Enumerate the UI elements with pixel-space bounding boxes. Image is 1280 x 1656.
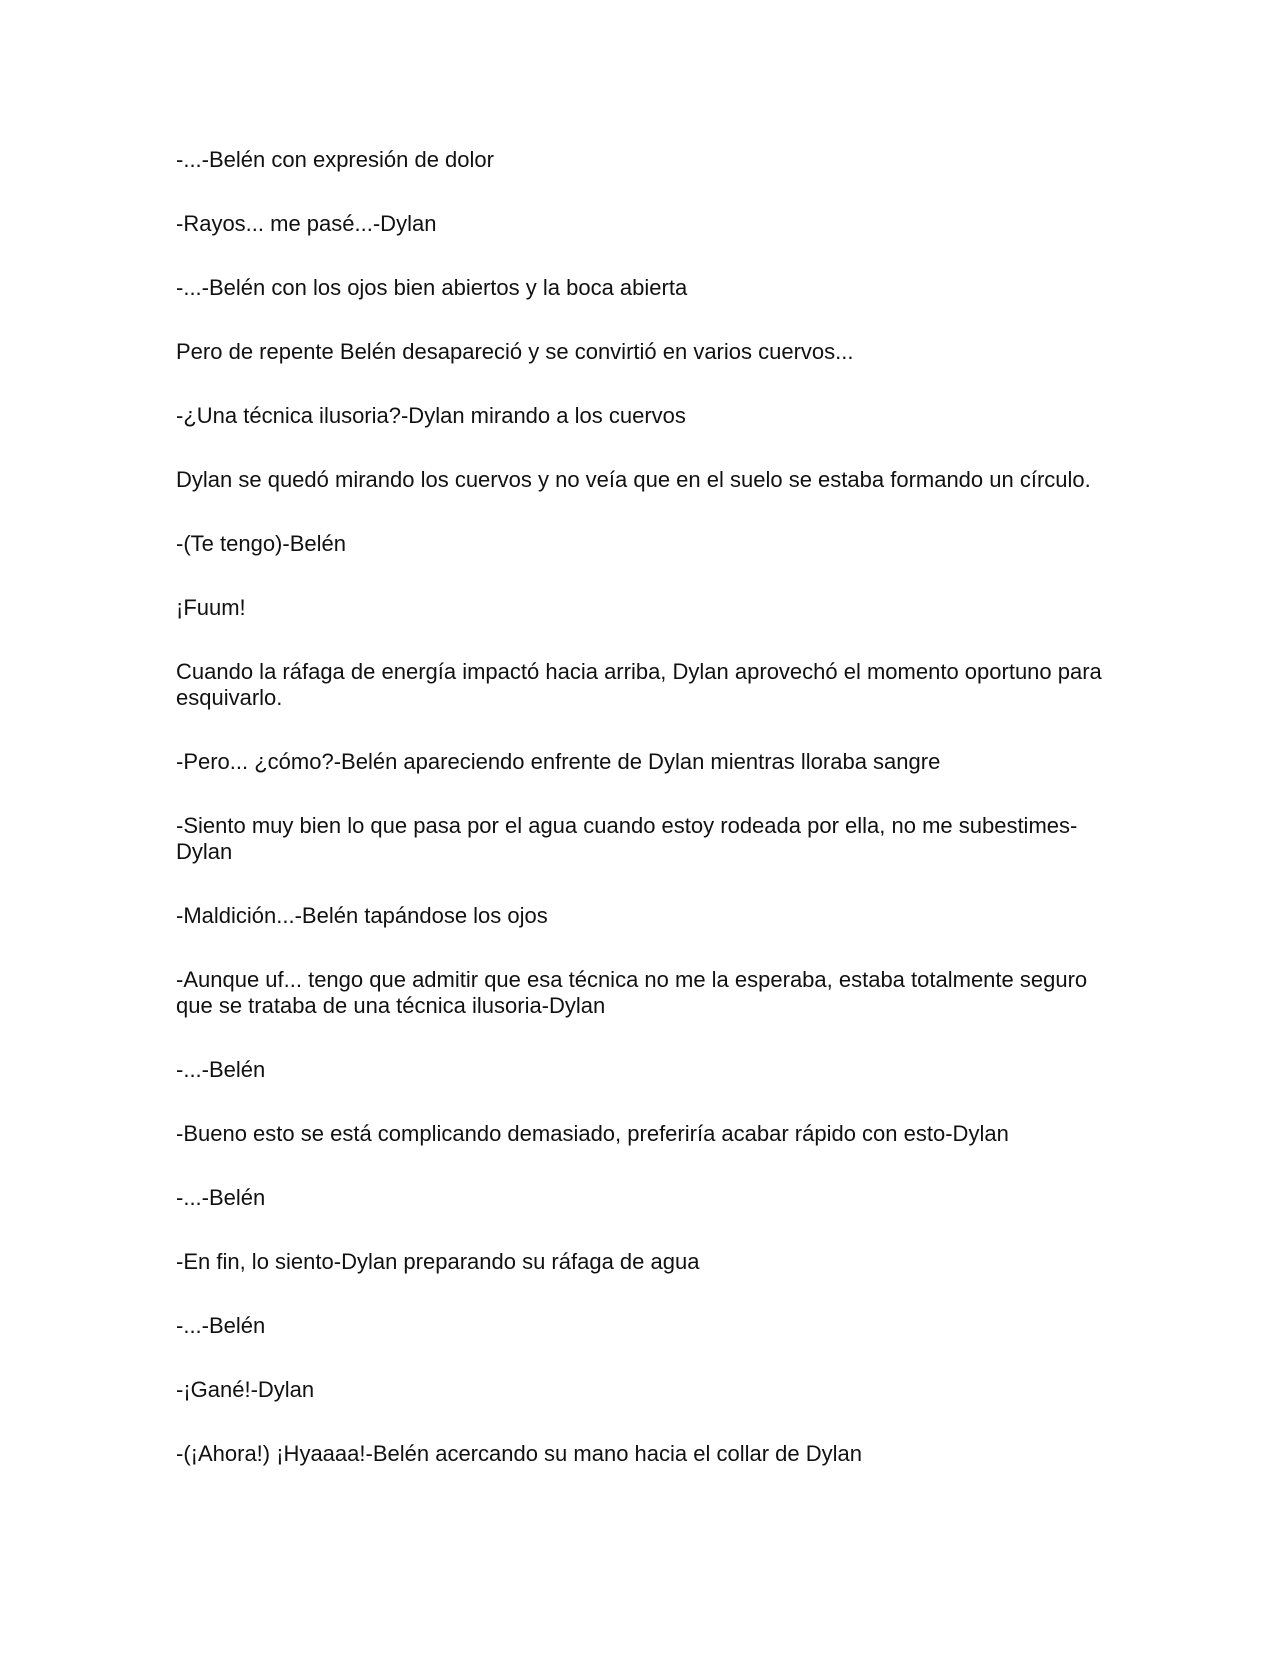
paragraph: Cuando la ráfaga de energía impactó hacia arriba, Dylan aprovechó el momento oportuno para esquivarlo. — [176, 659, 1102, 710]
paragraph: -...-Belén — [176, 1057, 266, 1082]
paragraph: Dylan se quedó mirando los cuervos y no veía que en el suelo se estaba formando un círculo. — [176, 467, 1091, 492]
paragraph: -...-Belén con los ojos bien abiertos y la boca abierta — [176, 275, 688, 300]
paragraph: -...-Belén — [176, 1185, 266, 1210]
paragraph: -Aunque uf... tengo que admitir que esa técnica no me la esperaba, estaba totalmente seguro que se trataba de una técnica ilusoria-Dylan — [176, 967, 1088, 1018]
paragraph: -Bueno esto se está complicando demasiado, preferiría acabar rápido con esto-Dylan — [176, 1121, 1009, 1146]
paragraph: -¡Gané!-Dylan — [176, 1377, 315, 1402]
paragraph: -...-Belén — [176, 1313, 266, 1338]
paragraph: -¿Una técnica ilusoria?-Dylan mirando a los cuervos — [176, 403, 686, 428]
paragraph: -En fin, lo siento-Dylan preparando su ráfaga de agua — [176, 1249, 700, 1274]
paragraph: -Pero... ¿cómo?-Belén apareciendo enfrente de Dylan mientras lloraba sangre — [176, 749, 941, 774]
paragraph: -(Te tengo)-Belén — [176, 531, 346, 556]
paragraph: -Maldición...-Belén tapándose los ojos — [176, 903, 548, 928]
paragraph: -(¡Ahora!) ¡Hyaaaa!-Belén acercando su mano hacia el collar de Dylan — [176, 1441, 863, 1466]
document-body — [176, 147, 1106, 1505]
paragraph: -Siento muy bien lo que pasa por el agua cuando estoy rodeada por ella, no me subestimes-Dylan — [176, 813, 1078, 864]
paragraph: -Rayos... me pasé...-Dylan — [176, 211, 437, 236]
paragraph: ¡Fuum! — [176, 595, 246, 620]
paragraph: -...-Belén con expresión de dolor — [176, 147, 494, 172]
paragraph: Pero de repente Belén desapareció y se convirtió en varios cuervos... — [176, 339, 854, 364]
